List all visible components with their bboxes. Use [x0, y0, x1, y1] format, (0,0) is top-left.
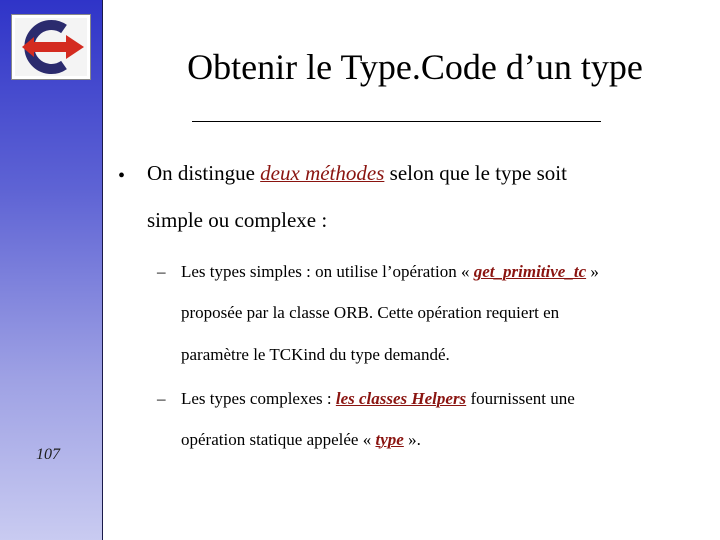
bullet1-text: On distingue — [147, 161, 261, 185]
sub2-line2-highlight: type — [375, 430, 404, 449]
bullet1-line1 — [147, 161, 567, 186]
bullet1-text-end: selon que le type soit — [384, 161, 567, 185]
sub2-line1 — [181, 389, 575, 409]
bullet1-highlight: deux méthodes — [260, 161, 385, 185]
slide-title: Obtenir le Type.Code d’un type — [187, 47, 643, 87]
sub2-text: Les types complexes : — [181, 389, 336, 408]
sub1-highlight: get_primitive_tc — [473, 262, 587, 281]
sub2-line2-text: opération statique appelée « — [181, 430, 376, 449]
sub2-highlight: les classes Helpers — [335, 389, 467, 408]
bullet1-line2: simple ou complexe : — [147, 208, 328, 232]
title-underline — [192, 121, 601, 122]
sub1-line1 — [181, 262, 599, 282]
sub-bullet-dash: – — [157, 389, 166, 408]
sub1-text-end: » — [586, 262, 599, 281]
sidebar-divider — [102, 0, 103, 540]
sub1-line3: paramètre le TCKind du type demandé. — [181, 345, 450, 364]
c-arrow-logo-icon — [11, 14, 91, 80]
sub1-text: Les types simples : on utilise l’opération « — [181, 262, 474, 281]
sub1-line2: proposée par la classe ORB. Cette opération requiert en — [181, 303, 560, 322]
bullet-dot: • — [118, 165, 126, 187]
sub2-line2-text-end: ». — [403, 430, 421, 449]
sub2-text-end: fournissent une — [466, 389, 575, 408]
sub-bullet-dash: – — [157, 262, 166, 281]
page-number: 107 — [36, 446, 60, 463]
sub2-line2 — [181, 430, 421, 450]
